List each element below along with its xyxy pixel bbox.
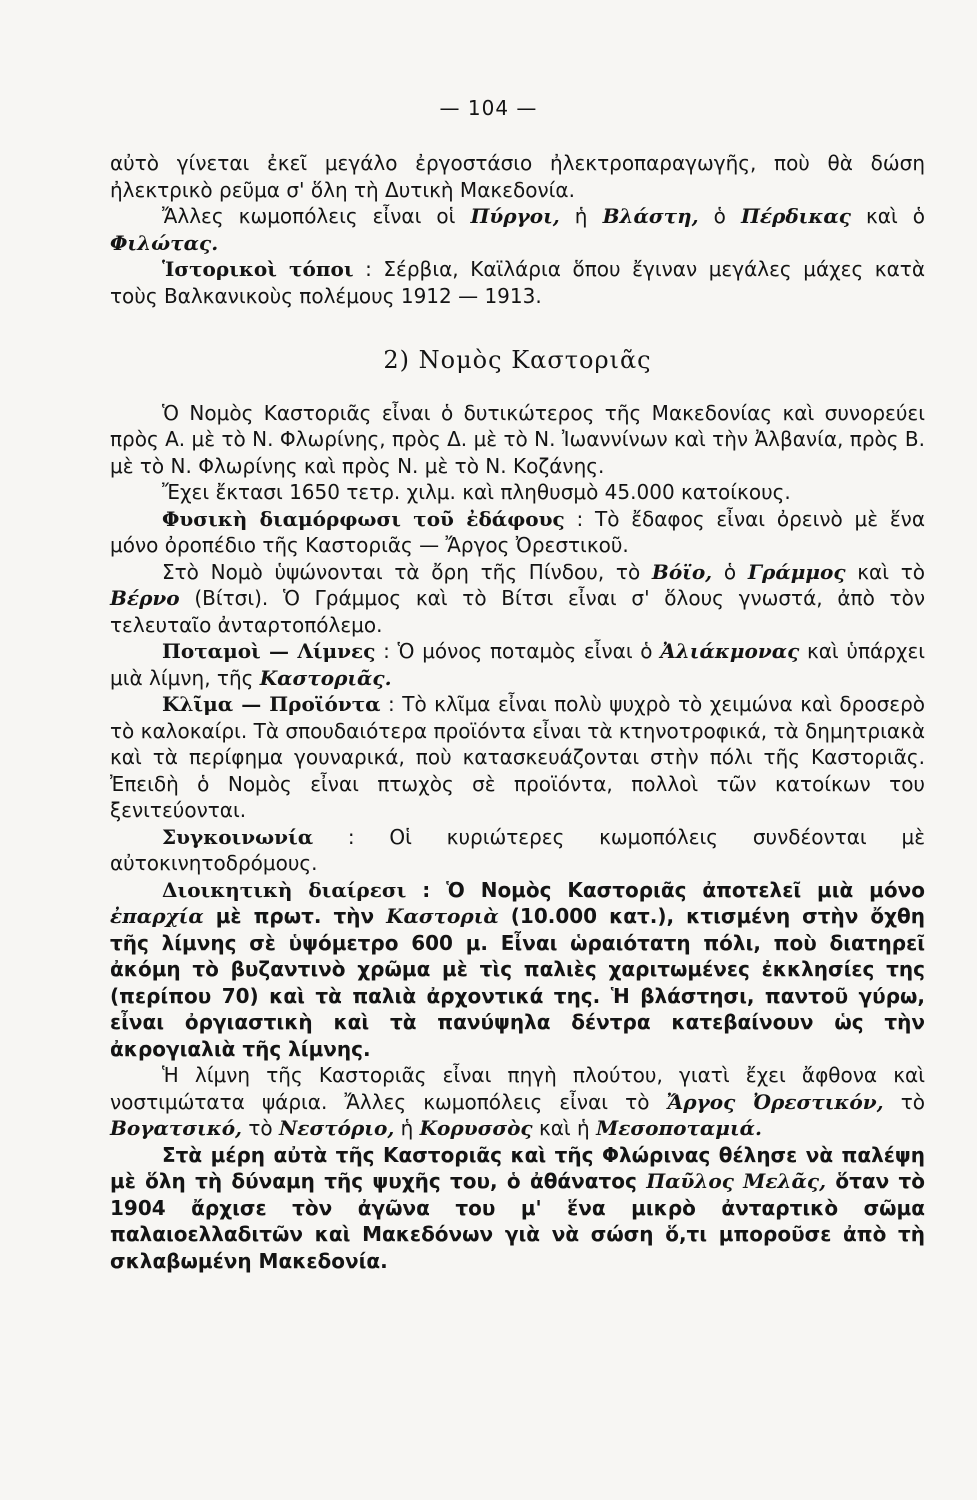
river-name: Ἀλιάκμονας	[660, 639, 800, 663]
mountain-name: Βόϊο,	[651, 559, 713, 584]
paragraph: Ὁ Νομὸς Καστοριᾶς εἶναι ὁ δυτικώτερος τῆς Μακεδονίας καὶ συνορεύει πρὸς Α. μὲ τὸ Ν. Φλωρίνης, πρὸς Δ. μὲ τὸ Ν. Ἰωαννίνων καὶ τὴν Ἀλβανία, πρὸς Β. μὲ τὸ Ν. Φλωρίνης καὶ πρὸς Ν. μὲ τὸ Ν. Κοζάνης.	[110, 400, 925, 478]
paragraph: Στὰ μέρη αὐτὰ τῆς Καστοριᾶς καὶ τῆς Φλώρινας θέλησε νὰ παλέψη μὲ ὅλη τὴ δύναμη τῆς ψυχῆς του, ὁ ἀθάνατος Παῦλος Μελᾶς, ὅταν τὸ 1904 ἄρχισε τὸν ἀγῶνα του μ' ἕνα μικρὸ ἀνταρτικὸ σῶμα παλαιοελλαδιτῶν καὶ Μακεδόνων γιὰ νὰ σώση ὅ,τι μποροῦσε ἀπὸ τὴ σκλαβωμένη Μακεδονία.	[110, 1142, 925, 1273]
town-name: Βλάστη,	[602, 204, 699, 228]
term: ἐπαρχία	[110, 904, 204, 928]
paragraph: Ἱστορικοὶ τόποι : Σέρβια, Καϊλάρια ὅπου ἔγιναν μεγάλες μάχες κατὰ τοὺς Βαλκανικοὺς πολέμους 1912 — 1913.	[110, 257, 925, 308]
paragraph: αὐτὸ γίνεται ἐκεῖ μεγάλο ἐργοστάσιο ἠλεκτροπαραγωγῆς, ποὺ θὰ δώση ἠλεκτρικὸ ρεῦμα σ' ὅλη τὴ Δυτικὴ Μακεδονία.	[110, 151, 925, 202]
paragraph: Ἔχει ἔκτασι 1650 τετρ. χιλμ. καὶ πληθυσμὸ 45.000 κατοίκους.	[162, 480, 791, 504]
mountain-name: Βέρνο	[110, 586, 180, 610]
page-body	[110, 150, 925, 1274]
section-label: Ποταμοὶ — Λίμνες	[162, 639, 376, 663]
lake-name: Καστοριᾶς.	[259, 665, 392, 690]
section-label: Συγκοινωνία	[162, 824, 314, 849]
paragraph: Διοικητικὴ διαίρεσι : Ὁ Νομὸς Καστοριᾶς ἀποτελεῖ μιὰ μόνο ἐπαρχία μὲ πρωτ. τὴν Καστοριὰ (10.000 κατ.), κτισμένη στὴν ὄχθη τῆς λίμνης σὲ ὑψόμετρο 600 μ. Εἶναι ὡραιότατη πόλι, ποὺ διατηρεῖ ἀκόμη τὸ βυζαντινὸ χρῶμα μὲ τὶς παλιὲς χαριτωμένες ἐκκλησίες της (περίπου 70) καὶ τὰ παλιὰ ἀρχοντικά της. Ἡ βλάστησι, παντοῦ γύρω, εἶναι ὀργιαστικὴ καὶ τὰ πανύψηλα δέντρα κατεβαίνουν ὡς τὴν ἀκρογιαλιὰ τῆς λίμνης.	[110, 877, 926, 1061]
section-label: Φυσικὴ διαμόρφωσι τοῦ ἐδάφους	[162, 506, 565, 531]
section-label: Κλῖμα — Προϊόντα	[162, 692, 381, 716]
section-label: Διοικητικὴ διαίρεσι	[162, 877, 407, 902]
town-name: Βογατσικό,	[110, 1116, 243, 1140]
town-name: Κορυσσὸς	[419, 1116, 533, 1140]
town-name: Ἄργος Ὀρεστικόν,	[666, 1089, 884, 1114]
town-name: Πύργοι,	[470, 204, 560, 228]
mountain-name: Γράμμος	[747, 559, 846, 584]
paragraph: Στὸ Νομὸ ὑψώνονται τὰ ὄρη τῆς Πίνδου, τὸ Βόϊο, ὁ Γράμμος καὶ τὸ Βέρνο (Βίτσι). Ὁ Γράμμος καὶ τὸ Βίτσι εἶναι σ' ὅλους γνωστά, ἀπὸ τὸν τελευταῖο ἀνταρτοπόλεμο.	[110, 559, 926, 637]
town-name: Νεστόριο,	[279, 1116, 395, 1140]
section-label: Ἱστορικοὶ τόποι	[162, 257, 354, 281]
town-name: Καστοριὰ	[386, 904, 499, 928]
paragraph: Συγκοινωνία : Οἱ κυριώτερες κωμοπόλεις συνδέονται μὲ αὐτοκινητοδρόμους.	[110, 824, 926, 875]
paragraph: Ἄλλες κωμοπόλεις εἶναι οἱ Πύργοι, ἡ Βλάστη, ὁ Πέρδικας καὶ ὁ Φιλώτας.	[110, 204, 926, 255]
paragraph: Φυσικὴ διαμόρφωσι τοῦ ἐδάφους : Τὸ ἔδαφος εἶναι ὀρεινὸ μὲ ἕνα μόνο ὀροπέδιο τῆς Καστοριᾶς — Ἄργος Ὀρεστικοῦ.	[110, 506, 925, 557]
person-name: Παῦλος Μελᾶς,	[646, 1169, 827, 1193]
paragraph: Ἡ λίμνη τῆς Καστοριᾶς εἶναι πηγὴ πλούτου, γιατὶ ἔχει ἄφθονα καὶ νοστιμώτατα ψάρια. Ἄλλες κωμοπόλεις εἶναι τὸ Ἄργος Ὀρεστικόν, τὸ Βογατσικό, τὸ Νεστόριο, ἡ Κορυσσὸς καὶ ἡ Μεσοποταμιά.	[110, 1063, 925, 1140]
section-heading: 2) Νομὸς Καστοριᾶς	[383, 346, 652, 374]
town-name: Πέρδικας	[740, 204, 851, 228]
paragraph: Κλῖμα — Προϊόντα : Τὸ κλῖμα εἶναι πολὺ ψυχρὸ τὸ χειμώνα καὶ δροσερὸ τὸ καλοκαίρι. Τὰ σπουδαιότερα προϊόντα εἶναι τὰ κτηνοτροφικά, τὰ δημητριακὰ καὶ τὰ περίφημα γουναρικά, ποὺ κατασκευάζονται στὴν πόλι τῆς Καστοριᾶς. Ἐπειδὴ ὁ Νομὸς εἶναι πτωχὸς σὲ προϊόντα, πολλοὶ τῶν κατοίκων του ξενιτεύονται.	[110, 692, 926, 822]
town-name: Φιλώτας.	[110, 230, 219, 255]
page-number: — 104 —	[439, 96, 538, 120]
paragraph: Ποταμοὶ — Λίμνες : Ὁ μόνος ποταμὸς εἶναι ὁ Ἀλιάκμονας καὶ ὑπάρχει μιὰ λίμνη, τῆς Καστοριᾶς.	[110, 639, 926, 690]
town-name: Μεσοποταμιά.	[596, 1116, 762, 1140]
